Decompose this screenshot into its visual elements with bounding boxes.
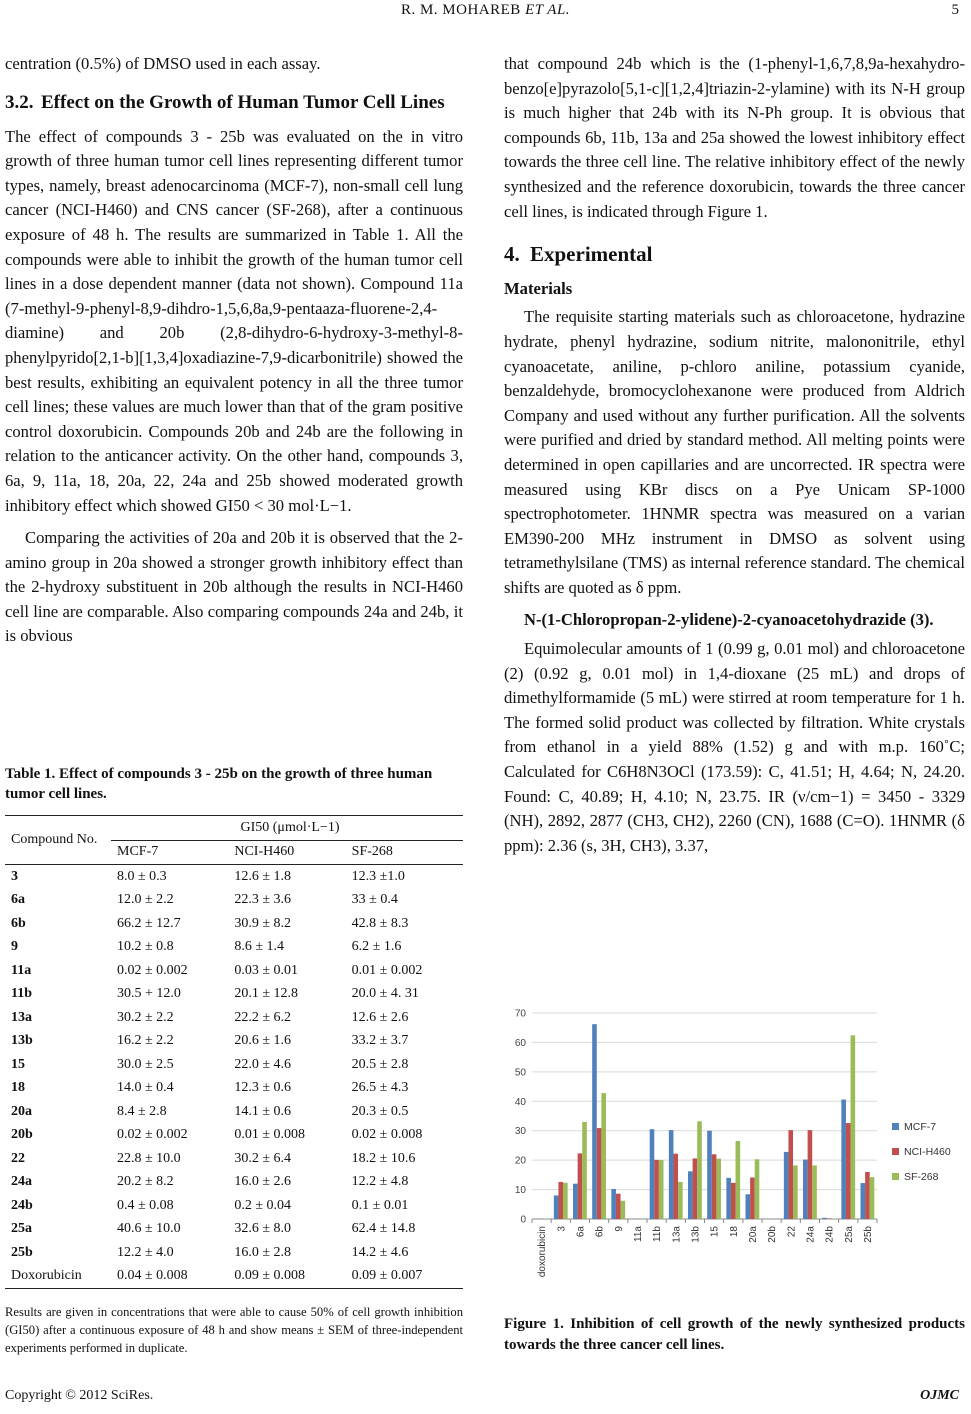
table-row (5, 1241, 463, 1265)
table-row (5, 865, 463, 889)
x-tick-label: 20b (767, 1226, 779, 1243)
y-tick-label: 0 (520, 1214, 526, 1226)
mcf7-cell: 0.4 ± 0.08 (117, 1197, 174, 1213)
bar (654, 1160, 659, 1219)
bar (673, 1154, 678, 1219)
mcf7-cell: 40.6 ± 10.0 (117, 1221, 181, 1237)
bar (846, 1123, 851, 1219)
nci-h460-cell: 22.2 ± 6.2 (234, 1009, 292, 1025)
x-tick-label: 9 (613, 1226, 625, 1232)
col-header-mcf7: MCF-7 (111, 840, 228, 865)
x-tick-label: 18 (728, 1226, 740, 1238)
mcf7-cell: 30.5 + 12.0 (117, 986, 181, 1002)
section-number-4: 4. (504, 242, 520, 267)
bar (693, 1158, 698, 1219)
copyright-footer: Copyright © 2012 SciRes. (5, 1388, 154, 1403)
bar (611, 1189, 616, 1219)
bar (803, 1160, 808, 1219)
table-row (5, 1124, 463, 1148)
mcf7-cell: 0.02 ± 0.002 (117, 962, 188, 978)
nci-h460-cell: 16.0 ± 2.6 (234, 1174, 292, 1190)
compound-cell: 15 (11, 1056, 25, 1072)
bar (851, 1035, 856, 1219)
y-tick-label: 40 (514, 1096, 526, 1108)
table-row (5, 1171, 463, 1195)
bar (688, 1171, 693, 1219)
compound-cell: 6b (11, 915, 26, 931)
sf268-cell: 20.3 ± 0.5 (351, 1103, 409, 1119)
sf268-cell: 14.2 ± 4.6 (351, 1244, 409, 1260)
sf268-cell: 62.4 ± 14.8 (351, 1221, 416, 1237)
paragraph-continuation-right: that compound 24b which is the (1-phenyl-1,6,7,8,9a-hexahydro-benzo[e]pyrazolo[5,1-c][1,2,4]triazin-2-ylamine) with its N-H group is much higher that 24b with its N-Ph group. It is obvious that compounds 6b, 11b, 13a and 25a showed the lowest inhibitory effect towards the three cell line. The relative inhibitory effect of the newly synthesized and the reference doxorubicin, towards the three cancer cell lines, is indicated through Figure 1. (504, 54, 965, 221)
bar (788, 1130, 793, 1219)
bar (669, 1130, 674, 1219)
sf268-cell: 18.2 ± 10.6 (351, 1150, 416, 1166)
compound-cell: 24a (11, 1174, 32, 1190)
compound-cell: 9 (11, 939, 18, 955)
bar (736, 1141, 741, 1219)
bar (793, 1165, 798, 1219)
mcf7-cell: 20.2 ± 8.2 (117, 1174, 174, 1190)
x-tick-label: 24b (824, 1226, 836, 1243)
nci-h460-cell: 0.09 ± 0.008 (228, 1265, 345, 1289)
section-heading-experimental (504, 242, 965, 267)
mcf7-cell: 30.0 ± 2.5 (117, 1056, 174, 1072)
sf268-cell: 33 ± 0.4 (351, 892, 398, 908)
x-tick-label: 6a (575, 1226, 587, 1238)
figure-1-bar-chart (504, 1005, 965, 1305)
x-tick-label: 15 (709, 1226, 721, 1238)
nci-h460-cell: 0.01 ± 0.008 (234, 1127, 306, 1143)
bar (746, 1194, 751, 1219)
paragraph-results: The effect of compounds 3 - 25b was evaluated on the in vitro growth of three human tumor cell lines representing different tumor types, namely, breast adenocarcinoma (MCF-7), non-small cell lung cancer (NCI-H460) and CNS cancer (SF-268), after a continuous exposure of 48 h. The results are summarized in Table 1. All the compounds were able to inhibit the growth of the human tumor cell lines in a dose dependent manner (data not shown). Compound 11a (7-methyl-9-phenyl-8,9-dihdro-1,5,6,8a,9-pentaaza-fluorene-2,4-diamine) and 20b (2,8-dihydro-6-hydroxy-3-methyl-8-phenylpyrido[2,1-b][1,3,4]oxadiazine-7,9-dicarbonitrile) showed the best results, exhibiting an equivalent potency in all the three tumor cell lines; these values are much lower than that of the gram positive control doxorubicin. Compounds 20b and 24b are the following in relation to the anticancer activity. On the other hand, compounds 3, 6a, 9, 11a, 18, 20a, 22, 24a and 25b showed moderated growth inhibitory effect which showed GI50 < 30 mol·L−1. (5, 126, 463, 515)
bar (558, 1182, 563, 1219)
nci-h460-cell: 22.0 ± 4.6 (234, 1056, 292, 1072)
legend-swatch (892, 1148, 899, 1155)
nci-h460-cell: 20.1 ± 12.8 (234, 986, 299, 1002)
bar (755, 1159, 760, 1219)
x-tick-label: 25a (843, 1226, 855, 1243)
y-tick-label: 50 (514, 1067, 526, 1079)
nci-h460-cell: 14.1 ± 0.6 (234, 1103, 292, 1119)
mcf7-cell: 8.0 ± 0.3 (117, 868, 167, 884)
running-title (0, 2, 971, 19)
paragraph-continuation: centration (0.5%) of DMSO used in each assay. (5, 54, 321, 73)
table-row (5, 1265, 463, 1289)
x-tick-label: 24a (805, 1226, 817, 1243)
nci-h460-cell: 30.9 ± 8.2 (234, 915, 292, 931)
bar (601, 1093, 606, 1219)
nci-h460-cell: 12.3 ± 0.6 (234, 1080, 292, 1096)
compound-cell: 25a (11, 1221, 32, 1237)
sf268-cell: 0.02 ± 0.008 (351, 1127, 423, 1143)
compound-cell: 3 (11, 868, 18, 884)
y-tick-label: 20 (514, 1155, 526, 1167)
bar (750, 1178, 755, 1219)
right-column (504, 52, 965, 866)
table-row (5, 1100, 463, 1124)
mcf7-cell: 0.04 ± 0.008 (111, 1265, 228, 1289)
bar (865, 1172, 870, 1219)
bar (597, 1128, 602, 1219)
mcf7-cell: 10.2 ± 0.8 (117, 939, 174, 955)
table-row (5, 912, 463, 936)
table-row (5, 1053, 463, 1077)
compound-cell: 11a (11, 962, 32, 978)
table-row (5, 1006, 463, 1030)
compound-cell: 20a (11, 1103, 32, 1119)
sf268-cell: 12.2 ± 4.8 (351, 1174, 409, 1190)
bar (808, 1130, 813, 1219)
compound-cell: 22 (11, 1150, 25, 1166)
bar (582, 1122, 587, 1219)
compound-cell: Doxorubicin (5, 1265, 111, 1289)
sf268-cell: 20.0 ± 4. 31 (351, 986, 419, 1002)
compound-cell: 25b (11, 1244, 33, 1260)
legend-swatch (892, 1173, 899, 1180)
nci-h460-cell: 12.6 ± 1.8 (234, 868, 292, 884)
nci-h460-cell: 16.0 ± 2.8 (234, 1244, 292, 1260)
bar (861, 1183, 866, 1219)
table-row (5, 1147, 463, 1171)
table-footnote: Results are given in concentrations that were able to cause 50% of cell growth inhibition (GI50) after a continuous exposure of 48 h and show means ± SEM of three-independent experiments performed in duplicate. (5, 1305, 463, 1355)
left-column (5, 52, 463, 657)
compound-cell: 11b (11, 986, 33, 1002)
sf268-cell: 6.2 ± 1.6 (351, 939, 402, 955)
table-body (5, 865, 463, 1289)
table-row (5, 1194, 463, 1218)
sf268-cell: 26.5 ± 4.3 (351, 1080, 409, 1096)
x-tick-label: 6b (594, 1226, 606, 1238)
bar (822, 1218, 827, 1219)
col-header-sf268: SF-268 (346, 840, 463, 865)
section-title-experimental: Experimental (530, 242, 653, 267)
running-title-etal: ET AL. (525, 2, 571, 18)
compound-cell: 13b (11, 1033, 33, 1049)
bar (659, 1160, 664, 1219)
bar (573, 1184, 578, 1219)
table-row (5, 983, 463, 1007)
bar (621, 1201, 626, 1219)
table-row (5, 1218, 463, 1242)
y-tick-label: 10 (514, 1185, 526, 1197)
nci-h460-cell: 22.3 ± 3.6 (234, 892, 292, 908)
mcf7-cell: 8.4 ± 2.8 (117, 1103, 167, 1119)
nci-h460-cell: 0.2 ± 0.04 (234, 1197, 292, 1213)
nci-h460-cell: 32.6 ± 8.0 (234, 1221, 292, 1237)
bar (616, 1194, 621, 1219)
table-row (5, 959, 463, 983)
paragraph-compound-3: Equimolecular amounts of 1 (0.99 g, 0.01 mol) and chloroacetone (2) (0.92 g, 0.01 mol) in 1,4-dioxane (25 mL) and drops of dimethylformamide (5 mL) were stirred at room temperature for 1 h. The formed solid product was collected by filtration. White crystals from ethanol in a yield 88% (1.52) g and with m.p. 160˚C; Calculated for C6H8N3OCl (173.59): C, 41.51; H, 4.64; N, 24.20. Found: C, 40.89; H, 4.10; N, 23.75. IR (ν/cm−1) = 3450 - 3329 (NH), 2892, 2877 (CH3, CH2), 2260 (CN), 1688 (C=O). 1HNMR (δ ppm): 2.36 (s, 3H, CH3), 3.37, (504, 639, 965, 855)
sf268-cell: 33.2 ± 3.7 (351, 1033, 409, 1049)
sf268-cell: 0.01 ± 0.002 (351, 962, 423, 978)
figure-caption: Figure 1. Inhibition of cell growth of the newly synthesized products towards the three cancer cell lines. (504, 1316, 965, 1353)
mcf7-cell: 30.2 ± 2.2 (117, 1009, 174, 1025)
x-tick-label: 22 (786, 1226, 798, 1238)
mcf7-cell: 14.0 ± 0.4 (117, 1080, 174, 1096)
table-row (5, 889, 463, 913)
bar (697, 1121, 702, 1219)
sf268-cell: 20.5 ± 2.8 (351, 1056, 409, 1072)
mcf7-cell: 16.2 ± 2.2 (117, 1033, 174, 1049)
bar (784, 1152, 789, 1219)
sf268-cell: 0.09 ± 0.007 (346, 1265, 463, 1289)
section-title: Effect on the Growth of Human Tumor Cell Lines (41, 91, 445, 113)
nci-h460-cell: 20.6 ± 1.6 (234, 1033, 292, 1049)
running-title-authors: R. M. MOHAREB (400, 2, 526, 18)
sf268-cell: 12.6 ± 2.6 (351, 1009, 409, 1025)
y-tick-label: 70 (514, 1008, 526, 1020)
x-tick-label: 3 (556, 1226, 568, 1232)
bar (726, 1178, 731, 1219)
bar (650, 1129, 655, 1219)
materials-heading: Materials (504, 278, 573, 298)
journal-footer: OJMC (920, 1388, 959, 1403)
paragraph-materials: The requisite starting materials such as chloroacetone, hydrazine hydrate, phenyl hydrazine, sodium nitrite, malononitrile, ethyl cyanoacetate, aniline, p-chloro aniline, potassium cyanide, benzaldehyde, bromocyclohexanone were produced from Aldrich Company and used without any further purification. All the solvents were purified and dried by standard method. All melting points were determined in open capillaries and are uncorrected. IR spectra were measured using KBr discs on a Pye Unicam SP-1000 spectrophotometer. 1HNMR spectra was measured on a varian EM390-200 MHz instrument in DMSO as solvent using tetramethylsilane (TMS) as internal reference standard. The chemical shifts are quoted as δ ppm. (504, 307, 965, 597)
bar (592, 1024, 597, 1219)
compound-cell: 13a (11, 1009, 32, 1025)
legend-label: NCI-H460 (904, 1146, 951, 1158)
bar (841, 1100, 846, 1219)
compound-header: Compound No. (5, 816, 111, 865)
legend-label: SF-268 (904, 1171, 939, 1183)
mcf7-cell: 66.2 ± 12.7 (117, 915, 181, 931)
sf268-cell: 0.1 ± 0.01 (351, 1197, 409, 1213)
table-row (5, 936, 463, 960)
nci-h460-cell: 30.2 ± 6.4 (234, 1150, 292, 1166)
paragraph-comparison: Comparing the activities of 20a and 20b it is observed that the 2-amino group in 20a showed a stronger growth inhibitory effect than the 2-hydroxy substituent in 20b although the results in NCI-H460 cell line are comparable. Also comparing compounds 24a and 24b, it is obvious (5, 528, 463, 646)
legend-label: MCF-7 (904, 1121, 937, 1133)
x-tick-label: 11b (652, 1226, 664, 1242)
section-number: 3.2. (5, 91, 34, 113)
x-tick-label: 20a (747, 1226, 759, 1243)
gi50-header: GI50 (μmol·L−1) (111, 816, 463, 841)
y-tick-label: 30 (514, 1126, 526, 1138)
mcf7-cell: 0.02 ± 0.002 (117, 1127, 188, 1143)
y-tick-label: 60 (514, 1037, 526, 1049)
gi50-table (5, 815, 463, 1289)
nci-h460-cell: 0.03 ± 0.01 (234, 962, 299, 978)
table-caption: Table 1. Effect of compounds 3 - 25b on the growth of three human tumor cell lines. (5, 766, 433, 802)
bar (827, 1218, 832, 1219)
bar (578, 1153, 583, 1219)
nci-h460-cell: 8.6 ± 1.4 (234, 939, 285, 955)
x-tick-label: 13b (690, 1226, 702, 1243)
table-row (5, 1030, 463, 1054)
mcf7-cell: 12.0 ± 2.2 (117, 892, 174, 908)
compound-cell: 24b (11, 1197, 33, 1213)
section-heading (5, 91, 463, 115)
legend-swatch (892, 1123, 899, 1130)
bar (812, 1165, 817, 1219)
page-number: 5 (951, 2, 959, 18)
bar (870, 1177, 875, 1219)
compound-3-title: N-(1-Chloropropan-2-ylidene)-2-cyanoacetohydrazide (3). (524, 610, 934, 630)
mcf7-cell: 12.2 ± 4.0 (117, 1244, 174, 1260)
compound-cell: 20b (11, 1127, 33, 1143)
compound-cell: 6a (11, 892, 25, 908)
page-header (0, 0, 971, 30)
bar (712, 1154, 717, 1219)
x-tick-label: 11a (632, 1226, 644, 1242)
x-tick-label: doxorubicin (537, 1226, 549, 1278)
x-tick-label: 13a (671, 1226, 683, 1243)
bar (678, 1182, 683, 1219)
bar (731, 1183, 736, 1219)
bar (554, 1195, 559, 1219)
bar (716, 1159, 721, 1219)
bar (563, 1183, 568, 1219)
table-row (5, 1077, 463, 1101)
sf268-cell: 42.8 ± 8.3 (351, 915, 409, 931)
compound-cell: 18 (11, 1080, 25, 1096)
bar (707, 1131, 712, 1219)
mcf7-cell: 22.8 ± 10.0 (117, 1150, 181, 1166)
x-tick-label: 25b (862, 1226, 874, 1243)
sf268-cell: 12.3 ±1.0 (351, 868, 405, 884)
col-header-nci-h460: NCI-H460 (228, 840, 345, 865)
